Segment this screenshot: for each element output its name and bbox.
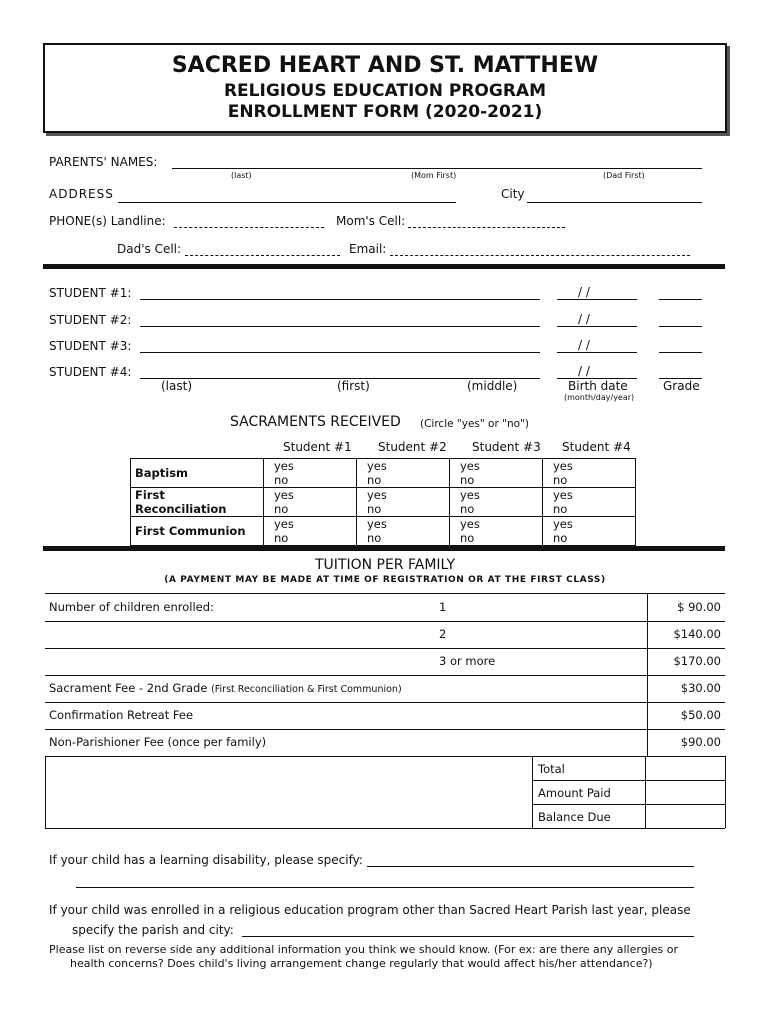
city-field[interactable] (527, 202, 702, 203)
tuition-row-1 (45, 594, 725, 622)
parents-sub-dad: (Dad First) (603, 171, 645, 180)
student-3-reconciliation-choice[interactable] (450, 488, 543, 517)
student-1-communion-choice[interactable] (264, 517, 357, 546)
address-field[interactable] (118, 202, 456, 203)
moms-cell-field[interactable] (408, 227, 565, 228)
sacrament-label: Baptism (131, 459, 264, 488)
form-title: SACRED HEART AND ST. MATTHEW (171, 53, 599, 78)
section-divider (43, 264, 725, 269)
tuition-row-nonparishioner (45, 729, 725, 757)
sacrament-fee-text: Sacrament Fee - 2nd Grade (49, 681, 208, 695)
student-3-grade-field[interactable] (659, 352, 702, 353)
student-3-name-field[interactable] (140, 352, 540, 353)
no-option[interactable]: no (367, 531, 382, 545)
sacrament-fee-label (49, 681, 402, 695)
tier-count: 1 (439, 600, 447, 614)
student-3-date-slashes: / / (578, 338, 590, 352)
no-option[interactable]: no (367, 502, 382, 516)
student-2-date-slashes: / / (578, 312, 590, 326)
reverse-side-note-cont: health concerns? Does child's living arrangement change regularly that would affect his/her attendance?) (70, 957, 653, 970)
form-title-box (43, 43, 727, 133)
student-1-label: STUDENT #1: (49, 286, 132, 300)
student-1-baptism-choice[interactable] (264, 459, 357, 488)
disability-field[interactable] (367, 866, 694, 867)
sacrament-fee-note: (First Reconciliation & First Communion) (211, 684, 402, 695)
no-option[interactable]: no (274, 502, 289, 516)
other-program-question: If your child was enrolled in a religious education program other than Sacred Heart Parish last year, please (49, 903, 691, 917)
sacrament-row-baptism (131, 459, 636, 488)
amount-divider (647, 648, 648, 675)
parents-sub-last: (last) (231, 171, 252, 180)
disability-question: If your child has a learning disability, please specify: (49, 853, 363, 867)
tuition-row-retreat (45, 702, 725, 730)
sacrament-row-reconciliation (131, 488, 636, 517)
totals-bottom-rule (45, 828, 725, 829)
totals-value-divider (645, 756, 646, 828)
no-option[interactable]: no (553, 473, 568, 487)
reverse-side-note: Please list on reverse side any additional information you think we should know. (For ex: are there any allergies or (49, 943, 678, 956)
retreat-fee-amount: $50.00 (680, 708, 721, 722)
student-3-label: STUDENT #3: (49, 339, 132, 353)
student-sub-first: (first) (337, 379, 370, 393)
email-label: Email: (349, 242, 387, 256)
sacrament-label: First Reconciliation (131, 488, 264, 517)
phone-landline-label: PHONE(s) Landline: (49, 214, 166, 228)
total-row-rule (532, 780, 725, 781)
amount-divider (647, 702, 648, 729)
parish-city-field[interactable] (242, 936, 694, 937)
student-2-label: STUDENT #2: (49, 313, 132, 327)
yes-option[interactable]: yes (274, 459, 294, 473)
tier-count: 3 or more (439, 654, 496, 668)
student-2-grade-field[interactable] (659, 326, 702, 327)
student-1-birthdate-field[interactable] (557, 299, 637, 300)
address-label: ADDRESS (49, 187, 114, 201)
nonparishioner-fee-label: Non-Parishioner Fee (once per family) (49, 735, 267, 749)
no-option[interactable]: no (274, 531, 289, 545)
sacraments-col-student-1: Student #1 (283, 440, 352, 454)
no-option[interactable]: no (460, 473, 475, 487)
student-1-grade-field[interactable] (659, 299, 702, 300)
yes-option[interactable]: yes (274, 517, 294, 531)
tier-amount: $ 90.00 (677, 600, 721, 614)
sacrament-row-communion (131, 517, 636, 546)
form-subtitle-year: ENROLLMENT FORM (2020-2021) (227, 102, 543, 122)
amount-paid-label: Amount Paid (538, 786, 611, 800)
student-sub-birth-format: (month/day/year) (564, 393, 635, 402)
student-1-reconciliation-choice[interactable] (264, 488, 357, 517)
tier-count: 2 (439, 627, 447, 641)
other-program-question-cont: specify the parish and city: (72, 923, 234, 937)
no-option[interactable]: no (553, 531, 568, 545)
yes-option[interactable]: yes (553, 459, 573, 473)
student-4-baptism-choice[interactable] (543, 459, 636, 488)
student-4-communion-choice[interactable] (543, 517, 636, 546)
retreat-fee-label: Confirmation Retreat Fee (49, 708, 194, 722)
student-3-baptism-choice[interactable] (450, 459, 543, 488)
amount-divider (647, 594, 648, 621)
student-sub-grade: Grade (663, 379, 700, 393)
dads-cell-field[interactable] (185, 255, 340, 256)
student-2-birthdate-field[interactable] (557, 326, 637, 327)
disability-field-continued[interactable] (76, 887, 694, 888)
tuition-title: TUITION PER FAMILY (314, 557, 456, 573)
student-4-date-slashes: / / (578, 364, 590, 378)
no-option[interactable]: no (553, 502, 568, 516)
section-divider (43, 546, 725, 551)
landline-field[interactable] (174, 227, 324, 228)
no-option[interactable]: no (460, 502, 475, 516)
sacraments-table (130, 458, 636, 546)
amount-divider (647, 729, 648, 756)
yes-option[interactable]: yes (367, 517, 387, 531)
sacraments-col-student-2: Student #2 (378, 440, 447, 454)
tier-amount: $170.00 (673, 654, 721, 668)
amount-divider (647, 675, 648, 702)
totals-left-border (45, 756, 46, 828)
no-option[interactable]: no (274, 473, 289, 487)
student-4-label: STUDENT #4: (49, 365, 132, 379)
yes-option[interactable]: yes (460, 517, 480, 531)
total-label: Total (538, 762, 565, 776)
yes-option[interactable]: yes (553, 517, 573, 531)
paid-row-rule (532, 804, 725, 805)
moms-cell-label: Mom's Cell: (336, 214, 406, 228)
yes-option[interactable]: yes (367, 459, 387, 473)
sacraments-col-student-4: Student #4 (562, 440, 631, 454)
student-1-name-field[interactable] (140, 299, 540, 300)
student-sub-birthdate: Birth date (568, 379, 628, 393)
sacrament-fee-amount: $30.00 (680, 681, 721, 695)
yes-option[interactable]: yes (460, 488, 480, 502)
dads-cell-label: Dad's Cell: (117, 242, 182, 256)
sacraments-col-student-3: Student #3 (472, 440, 541, 454)
city-label: City (501, 187, 525, 201)
tier-amount: $140.00 (673, 627, 721, 641)
student-sub-last: (last) (161, 379, 193, 393)
no-option[interactable]: no (460, 531, 475, 545)
tuition-row-3 (45, 648, 725, 676)
totals-right-border (725, 756, 726, 828)
sacrament-label: First Communion (131, 517, 264, 546)
student-2-communion-choice[interactable] (357, 517, 450, 546)
form-subtitle-program: RELIGIOUS EDUCATION PROGRAM (223, 81, 547, 101)
sacraments-title: SACRAMENTS RECEIVED (230, 414, 401, 430)
tuition-row-sacrament-fee (45, 675, 725, 703)
student-4-reconciliation-choice[interactable] (543, 488, 636, 517)
yes-option[interactable]: yes (367, 488, 387, 502)
parents-names-field[interactable] (172, 168, 702, 169)
student-3-communion-choice[interactable] (450, 517, 543, 546)
student-sub-middle: (middle) (467, 379, 518, 393)
yes-option[interactable]: yes (553, 488, 573, 502)
amount-divider (647, 621, 648, 648)
no-option[interactable]: no (367, 473, 382, 487)
tuition-subtitle: (A PAYMENT MAY BE MADE AT TIME OF REGISTRATION OR AT THE FIRST CLASS) (164, 575, 606, 585)
student-2-baptism-choice[interactable] (357, 459, 450, 488)
student-3-birthdate-field[interactable] (557, 352, 637, 353)
yes-option[interactable]: yes (274, 488, 294, 502)
parents-names-label: PARENTS' NAMES: (49, 155, 158, 169)
nonparishioner-fee-amount: $90.00 (680, 735, 721, 749)
parents-sub-mom: (Mom First) (411, 171, 457, 180)
balance-due-label: Balance Due (538, 810, 611, 824)
children-enrolled-label: Number of children enrolled: (49, 600, 214, 614)
yes-option[interactable]: yes (460, 459, 480, 473)
amount-paid-field[interactable] (647, 782, 723, 802)
student-1-date-slashes: / / (578, 285, 590, 299)
totals-label-divider (532, 756, 533, 828)
student-2-reconciliation-choice[interactable] (357, 488, 450, 517)
student-2-name-field[interactable] (140, 326, 540, 327)
balance-due-field[interactable] (647, 806, 723, 826)
sacraments-note: (Circle "yes" or "no") (420, 418, 529, 430)
email-field[interactable] (390, 255, 690, 256)
tuition-row-2 (45, 621, 725, 649)
total-field[interactable] (647, 758, 723, 778)
